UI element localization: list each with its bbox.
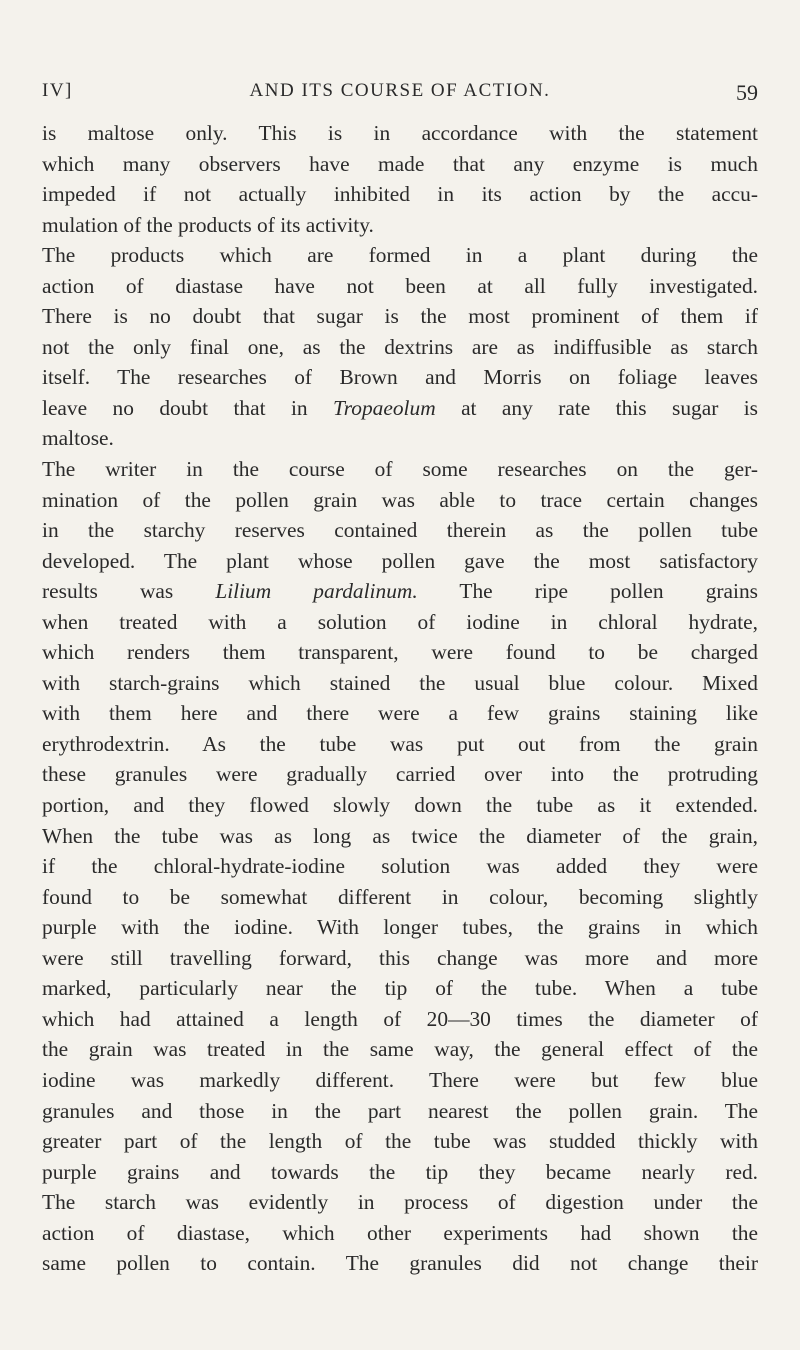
text-line: with them here and there were a few grains staining like bbox=[42, 701, 758, 726]
text-line: if the chloral-hydrate-iodine solution was added they were bbox=[42, 854, 758, 879]
text-line: maltose. bbox=[42, 426, 114, 451]
text-line: developed. The plant whose pollen gave the most satisfactory bbox=[42, 548, 758, 573]
page-number: 59 bbox=[736, 80, 758, 105]
text-line: when treated with a solution of iodine in chloral hydrate, bbox=[42, 609, 758, 634]
text-line bbox=[42, 393, 758, 424]
text-line: erythrodextrin. As the tube was put out from the grain bbox=[42, 731, 758, 756]
text-line: which had attained a length of 20—30 times the diameter of bbox=[42, 1006, 758, 1031]
text-line: these granules were gradually carried over into the protruding bbox=[42, 762, 758, 787]
text-line: is maltose only. This is in accordance with the statement bbox=[42, 121, 758, 145]
text-line: not the only final one, as the dextrins are as indiffusible as starch bbox=[42, 334, 758, 359]
text-line: When the tube was as long as twice the diameter of the grain, bbox=[42, 823, 758, 848]
page-body bbox=[42, 118, 758, 1279]
text-line: action of diastase, which other experiments had shown the bbox=[42, 1220, 758, 1245]
text-line: impeded if not actually inhibited in its action by the accu- bbox=[42, 182, 758, 207]
species-name: Lilium pardalinum. bbox=[215, 579, 418, 604]
text-line: portion, and they flowed slowly down the tube as it extended. bbox=[42, 793, 758, 818]
text-line: greater part of the length of the tube was studded thickly with bbox=[42, 1129, 758, 1154]
text-fragment: leave no doubt that in bbox=[42, 395, 308, 420]
text-fragment: results was bbox=[42, 579, 174, 604]
text-line: The products which are formed in a plant during the bbox=[42, 243, 758, 268]
text-line: itself. The researches of Brown and Morris on foliage leaves bbox=[42, 365, 758, 390]
text-line: marked, particularly near the tip of the tube. When a tube bbox=[42, 976, 758, 1001]
text-line: There is no doubt that sugar is the most prominent of them if bbox=[42, 304, 758, 329]
running-header bbox=[42, 80, 758, 112]
text-line: the grain was treated in the same way, the general effect of the bbox=[42, 1037, 758, 1062]
text-line: which renders them transparent, were found to be charged bbox=[42, 640, 758, 665]
text-line: granules and those in the part nearest the pollen grain. The bbox=[42, 1098, 758, 1123]
genus-name: Tropaeolum bbox=[333, 395, 436, 420]
text-line: same pollen to contain. The granules did not change their bbox=[42, 1251, 758, 1276]
text-line: iodine was markedly different. There were but few blue bbox=[42, 1067, 758, 1092]
text-line: which many observers have made that any enzyme is much bbox=[42, 151, 758, 176]
text-fragment: at any rate this sugar is bbox=[461, 395, 759, 420]
text-line: The starch was evidently in process of digestion under the bbox=[42, 1190, 758, 1215]
text-line: The writer in the course of some researches on the ger- bbox=[42, 457, 758, 482]
text-line: purple with the iodine. With longer tubes, the grains in which bbox=[42, 915, 758, 940]
text-line: were still travelling forward, this change was more and more bbox=[42, 945, 758, 970]
text-line bbox=[42, 576, 758, 607]
text-line: found to be somewhat different in colour, becoming slightly bbox=[42, 884, 758, 909]
text-line: in the starchy reserves contained therein as the pollen tube bbox=[42, 518, 758, 543]
text-line: mination of the pollen grain was able to trace certain changes bbox=[42, 487, 758, 512]
text-fragment: The ripe pollen grains bbox=[459, 579, 758, 604]
running-title: AND ITS COURSE OF ACTION. bbox=[249, 80, 551, 101]
text-line: purple grains and towards the tip they became nearly red. bbox=[42, 1159, 758, 1184]
text-line: action of diastase have not been at all fully investigated. bbox=[42, 273, 758, 298]
text-line: with starch-grains which stained the usual blue colour. Mixed bbox=[42, 670, 758, 695]
text-line: mulation of the products of its activity. bbox=[42, 212, 374, 237]
chapter-marker: IV] bbox=[42, 80, 73, 101]
